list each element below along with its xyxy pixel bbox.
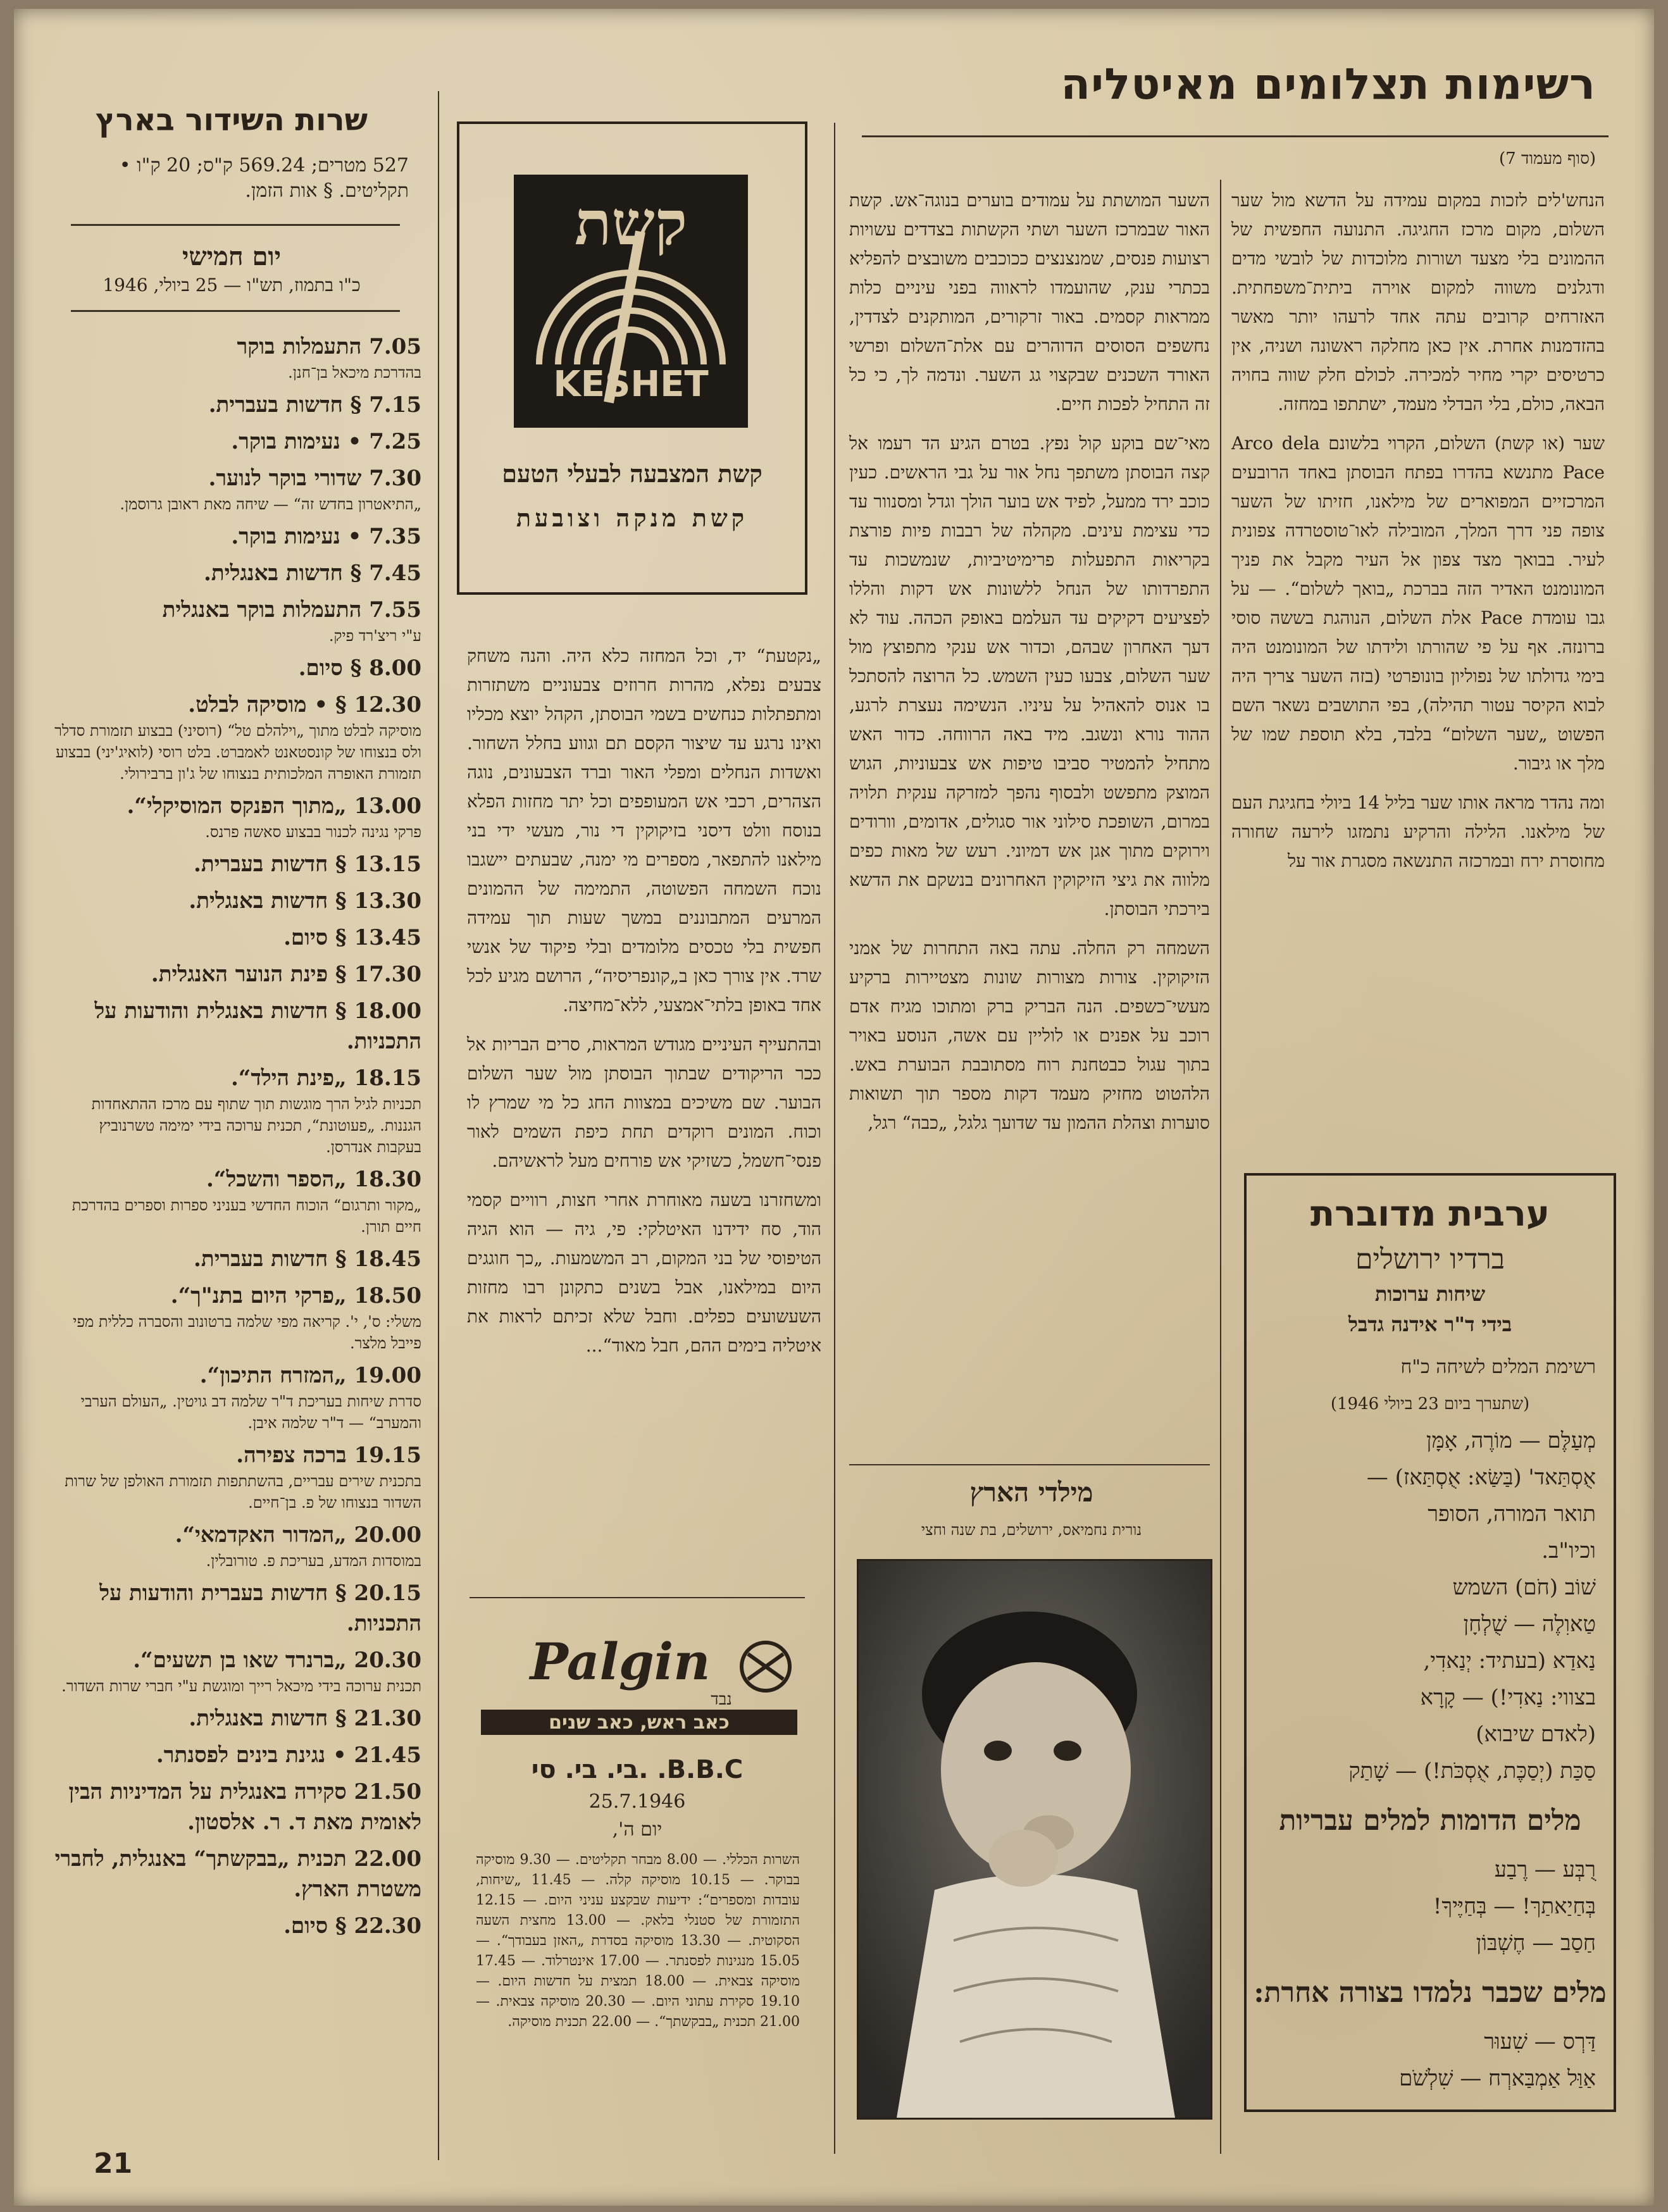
schedule-item-title: 21.30 § חדשות באנגלית. bbox=[189, 1706, 421, 1731]
schedule-date: כ"ו בתמוז, תש"ו — 25 ביולי, 1946 bbox=[103, 275, 361, 295]
schedule-item-note: סדרת שיחות בעריכת ד"ר שלמה דב גויטין. „העולם הערבי והמערב“ — ד"ר שלמה איבן. bbox=[80, 1393, 421, 1432]
word-entry: נַאדַא (בעתיד: יְנַאדִי, bbox=[1423, 1648, 1596, 1674]
schedule-item bbox=[54, 791, 421, 843]
article-paragraph: ובהתעייף העיניים מגודש המראות, סרים הבריות אל ככר הריקודים שבתוך הבוסתן מול שער השלום הבוער. שם משיכים במצוות החג כל מי שמרץ לו וכוח. המונים רוקדים תחת כיפת השמים לאור פנסי־חשמל, כשזיקי אש פורחים מעל לראשיהם. bbox=[467, 1034, 821, 1171]
schedule-item bbox=[54, 426, 421, 457]
article-column-2 bbox=[849, 186, 1210, 1148]
schedule-item-note: תכנית ערוכה בידי מיכאל רייך ומוגשת ע"י חברי שרות השדור. bbox=[61, 1677, 421, 1695]
arabic-box-title: ערבית מדוברת bbox=[1310, 1193, 1550, 1234]
schedule-item-title: 22.30 § סיום. bbox=[283, 1913, 421, 1939]
schedule-item bbox=[54, 1063, 421, 1158]
schedule-item-note: „מקור ותרגום“ הוכוח החדשי בעניני ספרות וספרים בהדרכת חיים תורן. bbox=[72, 1196, 421, 1236]
schedule-item-title: 7.15 § חדשות בעברית. bbox=[208, 392, 421, 418]
article-paragraph: ומשחזרנו בשעה מאוחרת אחרי חצות, רוויים קסמי הוד, סח ידידנו האיטלקי: פי, גיה — הוא הגיה הטיפוסי של בני המקום, רב המשמעות. „כך חוגגים היום במילאנו, אבל בשנים כתקונן רבו מחזות השעשועים כפלים. וחבל שלא זכיתם לראות את איטליה בימים ההם, חבל מאוד“... bbox=[467, 1190, 821, 1356]
schedule-item-title: 13.30 § חדשות באנגלית. bbox=[189, 888, 421, 914]
word-entry: בְּחַיַאתַךּ! — בְּחַיֶּיךָ! bbox=[1433, 1894, 1596, 1919]
schedule-item-title: 21.50 סקירה באנגלית על המדיניות הבין לאומית מאת ד. ר. אלסטון. bbox=[68, 1779, 421, 1835]
schedule-item-title: 13.45 § סיום. bbox=[283, 925, 421, 950]
article-paragraph: שער (או קשת) השלום, הקרוי בלשונם Arco dela Pace מתנשא בהדרו בפתח הבוסתן באחד הרובעים המרכזיים המפוארים של מילאנו, חזיתו של השער צופה פני דרך המלך, המובילה לאו־טוסטרדה צפונית לעיר. בבואך מצד צפון אל העיר מקבל את פניך המונומנט האדיר הזה בברכת „בואך לשלום“. — על גבו עומדת Pace אלת השלום, הנוהגת בששה סוסי ברונזה. אף על פי שהורתו ולידתו של המונומנט היה בימי גדולתו של נפוליון בונופרטי (בזה השער צריך היה לבוא הקיסר עטור תהילה), בפי התושבים נשאר השם הפשוט „שער השלום“ בלבד, בלא תוספת שמו של מלך או גיבור. bbox=[1231, 433, 1605, 774]
schedule-item bbox=[54, 923, 421, 953]
schedule-item-title: 20.00 „המדור האקדמאי“. bbox=[175, 1522, 421, 1548]
keshet-logo bbox=[514, 175, 748, 428]
word-entry: רֻבְּע — רֶבַע bbox=[1494, 1857, 1596, 1882]
schedule-item bbox=[54, 1777, 421, 1837]
article-paragraph: מאי־שם בוקע קול נפץ. בטרם הגיע הד רעמו אל קצה הבוסתן משתפך נחל אור על גבי הראשים. כעין כוכב ירד ממעל, לפיד אש בוער הולך וגדל ומסנוור עד כדי עצימת עינים. מקהלה של רבבות פיות פורצת בקריאות התפעלות פרימיטיביות, שנמשכות עד התפרדותו של הנחל ללשונות אש דקות והללו לפציעים דקיקים עד העלמם באופק הכהה. עוד לא דעך האחרון שבהם, וכדור אש ענקי מתפוצץ מול שער השלום, צבעו כעין השמש. כל הרוצה להסתכל בו אנוס להאהיל על עיניו. הנשימה נעצרת לרגע, ההוד נורא ונשגב. מיד באה הרווחה. כדור האש מתחיל להמטיר סביבו טיפות אש צבעוניות, הגוש המוצק מתפשט ולבסוף נהפך למזרקה ענקית תלויה במרום, השופכת סילוני אור סגולים, אדומים, וורודים וירוקים מתוך אגן אש דמיוני. רעש של מאות כפים מלווה את גיצי הזיקוקין האחרונים בנשקם את הדשא בירכתי הבוסתן. bbox=[849, 433, 1210, 919]
schedule-item bbox=[54, 1578, 421, 1639]
article-paragraph: „נקטעת“ יד, וכל המחזה כלא היה. והנה משחק צבעים נפלא, מהרות חרוזים צבעוניים משתזרות ומתפתלות כנחשים בשמי הבוסתן, הקהל יוצא מכליו ואינו נרגע עד שיצור הקסם תם וגווע בחלל השחור. ואשדות הנחלים ומפלי האור וברד הצבעונים, נוגה הצהרים, רכבי אש המעופפים וכל יתר מחזות הפלא בנוסח וולט דיסני בזיקוקין די נור, מעשי ידי בני מילאנו להתפאר, מספרים מי ימנה, שבעתים יישגבו נוכח השמחה הפשוטה, התמימה של ההמונים המרעים המתבוננים במשך שעות תוך עמידה חפשית בלי טכסים מלומדים ובלי פיקוד של אנשי שרד. אין צורך כאן ב„קונפריסיה“, הרושם מגיע לכל אחד באופן בלתי־אמצעי, ללא־מחיצה. bbox=[467, 645, 821, 1016]
arabic-box-line: שיחות ערוכות bbox=[1374, 1282, 1486, 1306]
schedule-item-title: 7.30 שדורי בוקר לנוער. bbox=[208, 466, 421, 491]
keshet-advertisement bbox=[457, 121, 807, 595]
schedule-item-note: פרקי נגינה לכנור בבצוע סאשה פרנס. bbox=[205, 823, 421, 841]
bbc-date: 25.7.1946 bbox=[588, 1791, 686, 1813]
schedule-item bbox=[54, 463, 421, 515]
article-paragraph: השמחה רק החלה. עתה באה התחרות של אמני הזיקוקין. צורות מצורות שונות מצטיירות ברקיע מעשי־כשפים. הנה הבריק ברק ומתוכו מגיח אדם רוכב על אפנים או לוליין עם אשה, הנוסע באויר בתוך עגול כבטחנת רוח מסתובבת הבוערת באש. הלהטוט מחזיק מעמד דקות מספר תוך תשואות סוערות וצהלת ההמון עד שדועך גלגל, „כבה“ רגל, bbox=[849, 938, 1210, 1133]
schedule-item bbox=[54, 390, 421, 420]
schedule-item bbox=[54, 1281, 421, 1354]
word-entry: בצווי: נַאדִי!) — קָרָא bbox=[1420, 1685, 1596, 1710]
word-list-date: (שתערך ביום 23 ביולי 1946) bbox=[1330, 1395, 1530, 1414]
column-divider bbox=[438, 91, 439, 2160]
schedule-item bbox=[54, 653, 421, 683]
page-headline: רשימות תצלומים מאיטליה bbox=[1061, 59, 1596, 109]
palgin-logo bbox=[475, 1629, 804, 1736]
bbc-schedule: השרות הכללי. — 8.00 מבחר תקליטים. — 9.30 מוסיקה בבוקר. — 10.15 מוסיקה קלה. — 11.45 „שיחות, עובדות ומספרים“: ידיעות שבקצע עניני היום. — 12.15 התזמורת של סטנלי בלאק. — 13.00 מחצית השעה הסקוטית. — 13.30 מוסיקה בסדרת „האזן בעבודך“. — 15.05 מנגינות לפסנתר. — 17.00 אינטרלוד. — 17.45 מוסיקה צבאית. — 18.00 תמצית על חדשות היום. — 19.10 סקירת עתוני היום. — 20.30 מוסיקה צבאית. — 21.00 תכנית „בבקשתך“. — 22.00 תכנית מוסיקה. bbox=[476, 1852, 800, 2030]
learned-words-title: מלים שכבר נלמדו בצורה אחרת: bbox=[1254, 1977, 1607, 2009]
word-entry: (לאדם שיבוא) bbox=[1476, 1722, 1596, 1747]
schedule-item bbox=[54, 690, 421, 785]
schedule-item-title: 18.45 § חדשות בעברית. bbox=[194, 1246, 421, 1272]
schedule-item-title: 19.00 „המזרח התיכון“. bbox=[199, 1363, 421, 1388]
word-entry: וכיו"ב. bbox=[1541, 1538, 1596, 1563]
schedule-item bbox=[54, 1911, 421, 1941]
article-paragraph: השער המושתת על עמודים בוערים בנוגה־אש. קשת האור שבמרכז השער ושתי הקשתות בצדדים עשויות רצועות פנסים, שמנצנצים ככוכבים משובצים להפליא בכתרי ענק, שהועמדו לראווה בפני עיניים כלות ממראות קסמים. באור זרקורים, המותקנים לצדדין, נחשפים הסוסים הדוהרים עם אלת־השלום ופרשי האורד השכנים שבקצוי גג השער. ונדמה לך, כי כל זה התחיל לפכות חיים. bbox=[849, 190, 1210, 414]
schedule-item bbox=[54, 959, 421, 990]
schedule-item-title: 18.30 „הספר והשכל“. bbox=[206, 1167, 421, 1192]
word-entry: סַכַּת (יְסַכֶּת, אֻסְכֹּת!) — שָׁתַק bbox=[1348, 1758, 1596, 1784]
keshet-logo-english: KESHET bbox=[553, 364, 709, 405]
article-paragraph: ומה נהדר מראה אותו שער בליל 14 ביולי בחגיגת העם של מילאנו. הלילה והרקיע נתמזגו לירעה שחורה מחוסרת ירח ובמרכזה התנשאה מסגרת אור על bbox=[1231, 792, 1605, 871]
article-column-3 bbox=[467, 642, 821, 1370]
schedule-item-title: 7.25 • נעימות בוקר. bbox=[231, 429, 421, 454]
column-divider bbox=[1220, 180, 1221, 2154]
schedule-item-title: 8.00 § סיום. bbox=[298, 656, 421, 681]
schedule-item-title: 22.00 תכנית „בבקשתך“ באנגלית, לחברי משטרת הארץ. bbox=[54, 1846, 421, 1902]
word-entry: שׁוֹב (חֹם) השמש bbox=[1452, 1575, 1596, 1600]
section-rule bbox=[470, 1597, 805, 1598]
word-list-title: רשימת המלים לשיחה כ"ח bbox=[1400, 1356, 1596, 1378]
schedule-item-title: 13.15 § חדשות בעברית. bbox=[194, 852, 421, 877]
schedule-item bbox=[54, 996, 421, 1057]
word-entry: דַּרְס — שִׁעוּר bbox=[1484, 2029, 1596, 2054]
palgin-slogan: כאב ראש, כאב שנים bbox=[549, 1712, 730, 1734]
schedule-item-title: 7.45 § חדשות באנגלית. bbox=[204, 561, 421, 586]
keshet-slogan-1: קשת המצבעה לבעלי הטעם bbox=[502, 459, 762, 488]
continued-note: (סוף מעמוד 7) bbox=[1499, 149, 1596, 168]
schedule-item bbox=[54, 1520, 421, 1572]
schedule-item bbox=[54, 1645, 421, 1697]
schedule-item-title: 20.15 § חדשות בעברית והודעות על התכניות. bbox=[99, 1581, 421, 1636]
word-entry: חַסַב — חֶשְׁבּוֹן bbox=[1476, 1930, 1596, 1956]
schedule-item-title: 13.00 „מתוך הפנקס המוסיקלי“. bbox=[127, 793, 421, 819]
kids-section-title: מילדי הארץ bbox=[969, 1477, 1093, 1508]
arabic-box-author: בידי ד"ר אידנה גדבל bbox=[1348, 1312, 1512, 1336]
schedule-item bbox=[54, 886, 421, 916]
schedule-item bbox=[54, 1440, 421, 1513]
child-photo bbox=[857, 1559, 1212, 2120]
schedule-item-title: 18.15 „פינת הילד“. bbox=[230, 1066, 421, 1091]
schedule-item-note: תכניות לגיל הרך מוגשות תוך שתוף עם מרכז ההתאחדות הגננות. „פעוטונת“, תכנית ערוכה בידי ימימה טשרנוביץ בעקבות אנדרסן. bbox=[91, 1095, 421, 1156]
schedule-item-title: 12.30 § • מוסיקה לבלט. bbox=[188, 692, 421, 718]
schedule-item-title: 19.15 ברכה צפירה. bbox=[236, 1443, 421, 1468]
keshet-slogan-2: קשת מנקה וצובעת bbox=[516, 504, 749, 532]
schedule-item-title: 21.45 • נגינת בינים לפסנתר. bbox=[156, 1743, 421, 1768]
schedule-item bbox=[54, 1360, 421, 1434]
schedule-item-note: מוסיקה לבלט מתוך „וילהלם טל“ (רוסיני) בבצוע תזמורת סדלר ולס בנצוחו של קונסטאנט לאמברט. בלט רוסי (לואיג'יני) בבצוע תזמורת האופרה המלכותית בנצוחו של ג'ון ברבירולי. bbox=[54, 722, 421, 783]
schedule-item-note: ע"י ריצ'רד פיק. bbox=[328, 627, 421, 645]
palgin-brand: Palgin bbox=[530, 1632, 711, 1691]
schedule-item-title: 7.05 התעמלות בוקר bbox=[237, 334, 421, 359]
column-divider bbox=[834, 123, 835, 2154]
word-entry: תואר המורה, הסופר bbox=[1428, 1501, 1596, 1527]
schedule-item-title: 17.30 § פינת הנוער האנגלית. bbox=[151, 962, 421, 987]
bbc-day: יום ה', bbox=[612, 1818, 663, 1841]
headline-rule bbox=[862, 135, 1609, 137]
schedule-item bbox=[54, 332, 421, 383]
article-column-1 bbox=[1231, 186, 1605, 886]
word-entry: אֻסְתַּאד' (בַּשַּׂא: אֻסְתַּאז) — bbox=[1366, 1465, 1596, 1490]
schedule-item bbox=[54, 1244, 421, 1274]
bbc-title: בי. בי. סי. .B.B.C bbox=[531, 1755, 744, 1784]
word-entry: מְעַלֶּם — מוֹרֶה, אָמָּן bbox=[1426, 1428, 1596, 1453]
schedule-rule bbox=[71, 310, 400, 312]
schedule-item bbox=[54, 1740, 421, 1770]
schedule-item-title: 18.50 „פרקי היום בתנ"ך“. bbox=[170, 1283, 421, 1308]
palgin-brand-hebrew: נבד bbox=[711, 1690, 732, 1709]
keshet-logo-hebrew: קשת bbox=[575, 187, 687, 259]
arabic-box-subtitle: ברדיו ירושלים bbox=[1355, 1243, 1505, 1276]
child-photo-image bbox=[859, 1561, 1211, 2118]
schedule-item-title: 7.35 • נעימות בוקר. bbox=[231, 524, 421, 549]
schedule-item bbox=[54, 595, 421, 647]
schedule-item bbox=[54, 849, 421, 879]
word-entry: טַאוִלֶה — שֻׁלְחָן bbox=[1463, 1612, 1596, 1637]
newspaper-page bbox=[14, 9, 1654, 2206]
spoken-arabic-box bbox=[1244, 1173, 1616, 2112]
section-rule bbox=[849, 1464, 1210, 1465]
schedule-item bbox=[54, 521, 421, 552]
article-paragraph: הנחש'לים לזכות במקום עמידה על הדשא מול שער השלום, מקום מרכז החגיגה. התנועה החפשית של ההמונים בלי מצעד ושורות מלוכדות של לובשי מדים ודגלנים משווה למקום אוירה ביתית־משפחתית. האזרחים קרובים עתה אחד לרעהו יותר מאשר בהזדמנות אחרת. אין כאן מחלקה ראשונה ושניה, אין כרטיסים יקרי מחיר למכירה. לכולם חלק שווה בחויה הבאה, כולם, בלי הבדלי מעמד, ישתתפו במחזה. bbox=[1231, 190, 1605, 414]
radio-schedule-title: שרות השידור בארץ bbox=[96, 103, 368, 138]
schedule-item bbox=[54, 1703, 421, 1734]
palgin-advertisement bbox=[475, 1629, 804, 1736]
schedule-item bbox=[54, 1844, 421, 1904]
schedule-item bbox=[54, 1164, 421, 1238]
schedule-item-title: 20.30 „ברנרד שאו בן תשעים“. bbox=[133, 1648, 421, 1673]
kids-photo-caption: נורית נחמיאס, ירושלים, בת שנה וחצי bbox=[921, 1521, 1142, 1539]
schedule-item-note: במוסדות המדע, בעריכת פ. טורובלין. bbox=[206, 1552, 421, 1570]
schedule-rule bbox=[71, 224, 400, 226]
schedule-item-note: משלי: ס', י'. קריאה מפי שלמה ברטונוב והסברה כללית מפי פייבל מלצר. bbox=[73, 1313, 421, 1352]
schedule-list bbox=[54, 332, 421, 1948]
radio-station-info: 527 מטרים; 569.24 ק"ס; 20 ק"ו • תקליטים. § אות הזמן. bbox=[119, 154, 409, 202]
similar-words-title: מלים הדומות למלים עבריות bbox=[1279, 1805, 1581, 1837]
schedule-item-note: „התיאטרון בחדש זה“ — שיחה מאת ראובן גרוסמן. bbox=[120, 495, 421, 513]
schedule-item-title: 18.00 § חדשות באנגלית והודעות על התכניות. bbox=[94, 998, 421, 1054]
schedule-item bbox=[54, 558, 421, 588]
page-number: 21 bbox=[94, 2147, 133, 2180]
schedule-item-note: בהדרכת מיכאל בן־חנן. bbox=[288, 364, 421, 382]
word-entry: אַוַּל אַמְבַּארְח — שִׁלְשֹׁם bbox=[1399, 2066, 1596, 2091]
schedule-item-note: בתכנית שירים עבריים, בהשתתפות תזמורת האולפן של שרות השדור בנצוחו של פ. בן־חיים. bbox=[65, 1472, 421, 1512]
schedule-item-title: 7.55 התעמלות בוקר באנגלית bbox=[162, 597, 421, 623]
schedule-day: יום חמישי bbox=[182, 242, 282, 271]
rainbow-arc-icon bbox=[514, 175, 748, 428]
